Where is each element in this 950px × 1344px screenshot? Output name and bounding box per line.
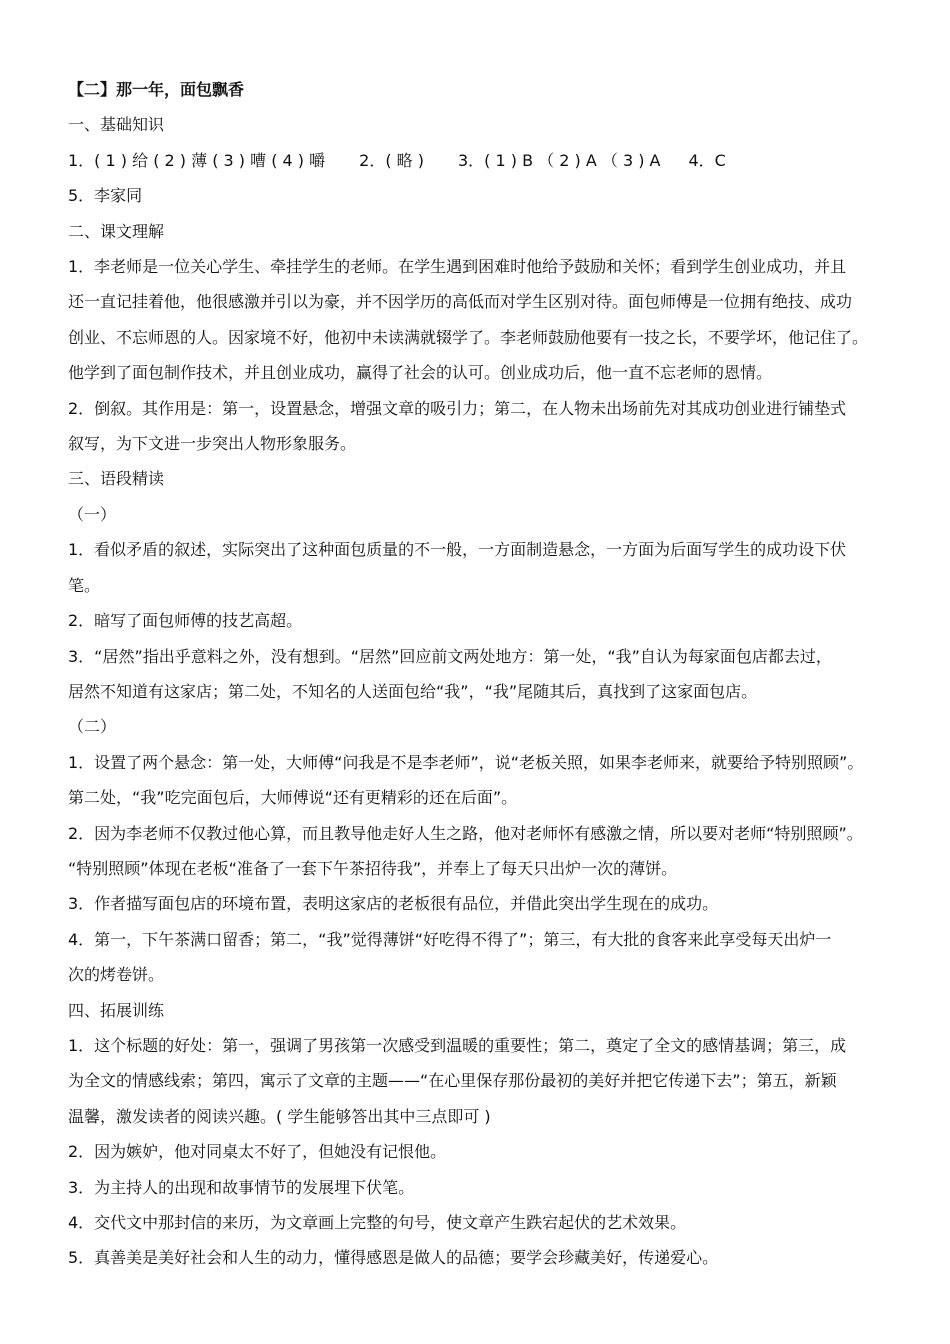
paragraph-line: “特别照顾”体现在老板“准备了一套下午茶招待我”，并奉上了每天只出炉一次的薄饼。 xyxy=(68,858,678,878)
answer-4: 4．C xyxy=(688,150,726,170)
paragraph-line: 3．为主持人的出现和故事情节的发展埋下伏笔。 xyxy=(68,1177,415,1197)
basic-knowledge-answers-row xyxy=(68,143,888,178)
answer-2: 2．( 略 ) xyxy=(359,150,424,170)
answer-document xyxy=(68,72,888,1276)
paragraph-line: 为全文的情感线索；第四，寓示了文章的主题——“在心里保存那份最初的美好并把它传递下去”；第五，新颖 xyxy=(68,1071,837,1091)
paragraph-line: 2．暗写了面包师傅的技艺高超。 xyxy=(68,611,303,631)
paragraph-line: 2．因为嫉妒，他对同桌太不好了，但她没有记恨他。 xyxy=(68,1142,447,1162)
answer-1: 1．( 1 ) 给 ( 2 ) 薄 ( 3 ) 嘈 ( 4 ) 嚼 xyxy=(68,150,326,170)
section-heading-close-reading: 三、语段精读 xyxy=(68,469,165,489)
subsection-label-1: （一） xyxy=(68,504,117,524)
paragraph-line: 1．看似矛盾的叙述，实际突出了这种面包质量的不一般，一方面制造悬念，一方面为后面写学生的成功设下伏 xyxy=(68,540,847,560)
paragraph-line: 还一直记挂着他，他很感激并引以为豪，并不因学历的高低而对学生区别对待。面包师傅是一位拥有绝技、成功 xyxy=(68,292,853,312)
paragraph-line: 次的烤卷饼。 xyxy=(68,965,165,985)
paragraph-line: 1．李老师是一位关心学生、牵挂学生的老师。在学生遇到困难时他给予鼓励和关怀；看到学生创业成功，并且 xyxy=(68,257,847,277)
paragraph-line: 4．交代文中那封信的来历，为文章画上完整的句号，使文章产生跌宕起伏的艺术效果。 xyxy=(68,1213,687,1232)
paragraph-line: 温馨，激发读者的阅读兴趣。( 学生能够答出其中三点即可 ) xyxy=(68,1106,491,1126)
section-heading-basic-knowledge: 一、基础知识 xyxy=(68,115,165,135)
paragraph-line: 叙写，为下文进一步突出人物形象服务。 xyxy=(68,434,357,454)
paragraph-line: 居然不知道有这家店；第二处，不知名的人送面包给“我”，“我”尾随其后，真找到了这家面包店。 xyxy=(68,681,758,701)
subsection-label-2: （二） xyxy=(68,717,117,737)
section-heading-text-understanding: 二、课文理解 xyxy=(68,221,165,241)
paragraph-line: 3．“居然”指出乎意料之外，没有想到。“居然”回应前文两处地方：第一处，“我”自认为每家面包店都去过， xyxy=(68,646,832,666)
paragraph-line: 创业、不忘师恩的人。因家境不好，他初中未读满就辍学了。李老师鼓励他要有一技之长，不要学坏，他记住了。 xyxy=(68,327,869,347)
paragraph-line: 1．这个标题的好处：第一，强调了男孩第一次感受到温暖的重要性；第二，奠定了全文的感情基调；第三，成 xyxy=(68,1035,847,1055)
paragraph-line: 他学到了面包制作技术，并且创业成功，赢得了社会的认可。创业成功后，他一直不忘老师的恩情。 xyxy=(68,363,773,383)
paragraph-line: 5．真善美是美好社会和人生的动力，懂得感恩是做人的品德；要学会珍藏美好，传递爱心。 xyxy=(68,1248,719,1268)
answer-5: 5．李家同 xyxy=(68,186,143,206)
paragraph-line: 4．第一，下午茶满口留香；第二，“我”觉得薄饼“好吃得不得了”；第三，有大批的食客来此享受每天出炉一 xyxy=(68,929,832,949)
paragraph-line: 2．因为李老师不仅教过他心算，而且教导他走好人生之路，他对老师怀有感激之情，所以要对老师“特别照顾”。 xyxy=(68,823,863,843)
section-heading-extension-training: 四、拓展训练 xyxy=(68,1000,165,1020)
paragraph-line: 第二处，“我”吃完面包后，大师傅说“还有更精彩的还在后面”。 xyxy=(68,788,518,808)
answer-3: 3．( 1 ) B （ 2 ) A （ 3 ) A xyxy=(457,150,661,170)
paragraph-line: 1．设置了两个悬念：第一处，大师傅“问我是不是李老师”，说“老板关照，如果李老师来，就要给予特别照顾”。 xyxy=(68,752,864,772)
paragraph-line: 3．作者描写面包店的环境布置，表明这家店的老板很有品位，并借此突出学生现在的成功。 xyxy=(68,894,719,914)
paragraph-line: 笔。 xyxy=(68,575,101,595)
paragraph-line: 2．倒叙。其作用是：第一，设置悬念，增强文章的吸引力；第二，在人物未出场前先对其成功创业进行铺垫式 xyxy=(68,398,847,418)
document-title: 【二】那一年，面包飘香 xyxy=(68,80,245,99)
